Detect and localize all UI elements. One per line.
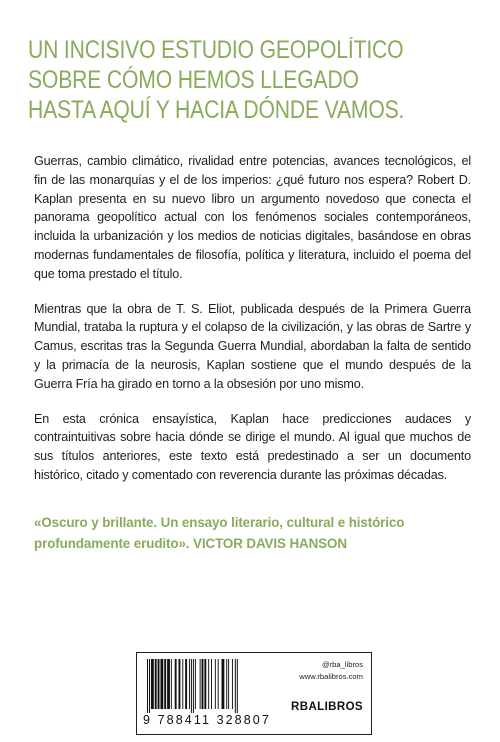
publisher-logo: RBALIBROS bbox=[291, 701, 363, 713]
headline-line-2: SOBRE CÓMO HEMOS LLEGADO bbox=[28, 67, 359, 94]
headline-line-1: UN INCISIVO ESTUDIO GEOPOLÍTICO bbox=[28, 37, 404, 64]
barcode-bar bbox=[215, 659, 216, 709]
paragraph-1: Guerras, cambio climático, rivalidad entre potencias, avances tecnológicos, el fin de las monarquías y el de los imperios: ¿qué futuro nos espera? Robert D. Kaplan presenta en su nuevo libro un argumento novedoso que conecta el panorama geopolítico actual con los fenómenos sociales contemporáneos, incluida la urbanización y los medios de noticias digitales, basándose en obras modernas fundamentales de filosofía, política y literatura, incluido el poema del que toma prestado el título. bbox=[34, 154, 471, 281]
paragraph-3: En esta crónica ensayística, Kaplan hace predicciones audaces y contraintuitivas sobre hacia dónde se dirige el mundo. Al igual que muchos de sus títulos anteriores, este texto está predestinado a ser un documento histórico, citado y comentado con reverencia durante las próximas décadas. bbox=[34, 411, 471, 482]
barcode-bar bbox=[171, 659, 172, 709]
body-text bbox=[34, 152, 471, 501]
barcode-bar bbox=[218, 659, 219, 709]
barcode-bar bbox=[200, 659, 201, 709]
headline-line-3: HASTA AQUÍ Y HACIA DÓNDE VAMOS. bbox=[28, 97, 405, 124]
publisher-website: www.rbalibros.com bbox=[299, 672, 363, 681]
barcode-bar bbox=[151, 659, 154, 709]
barcode-bar bbox=[160, 659, 163, 709]
barcode-bar bbox=[204, 659, 206, 709]
blurb-quote bbox=[34, 513, 474, 554]
barcode-image bbox=[145, 659, 257, 713]
barcode-bar bbox=[182, 659, 183, 709]
barcode-bar bbox=[149, 659, 150, 713]
social-handle: @rba_libros bbox=[321, 660, 363, 669]
barcode-panel bbox=[136, 652, 372, 735]
barcode-bar bbox=[232, 659, 233, 709]
barcode-bar bbox=[237, 659, 238, 713]
barcode-bar bbox=[189, 659, 190, 709]
barcode-bar bbox=[175, 659, 177, 709]
barcode-bar bbox=[226, 659, 227, 709]
quote-text: «Oscuro y brillante. Un ensayo literario, cultural e histórico profundamente erudito». bbox=[34, 515, 405, 551]
paragraph-2: Mientras que la obra de T. S. Eliot, publicada después de la Primera Guerra Mundial, trataba la ruptura y el colapso de la civilización, y las obras de Sartre y Camus, escritas tras la Segunda Guerra Mundial, abordaban la falta de sentido y la primacía de la neurosis, Kaplan sostiene que el mundo después de la Guerra Fría ha girado en torno a la obsesión por uno mismo. bbox=[34, 301, 471, 391]
barcode-bar bbox=[191, 659, 192, 713]
headline bbox=[28, 36, 480, 126]
barcode-bar bbox=[164, 659, 166, 709]
barcode-bar bbox=[155, 659, 157, 709]
barcode-bar bbox=[202, 659, 204, 709]
barcode-bar bbox=[147, 659, 148, 713]
barcode-bar bbox=[195, 659, 196, 709]
publisher-info bbox=[259, 659, 363, 713]
barcode-bar bbox=[193, 659, 194, 713]
barcode-bar bbox=[158, 659, 160, 709]
barcode-bar bbox=[235, 659, 236, 713]
barcode-bar bbox=[228, 659, 229, 709]
quote-author: VICTOR DAVIS HANSON bbox=[193, 535, 347, 551]
isbn-number: 9 788411 328807 bbox=[143, 713, 271, 727]
barcode-bar bbox=[185, 659, 187, 709]
barcode-bar bbox=[179, 659, 181, 709]
barcode-bar bbox=[208, 659, 209, 709]
barcode-bar bbox=[222, 659, 225, 709]
barcode-bar bbox=[167, 659, 170, 709]
barcode-bar bbox=[211, 659, 212, 709]
